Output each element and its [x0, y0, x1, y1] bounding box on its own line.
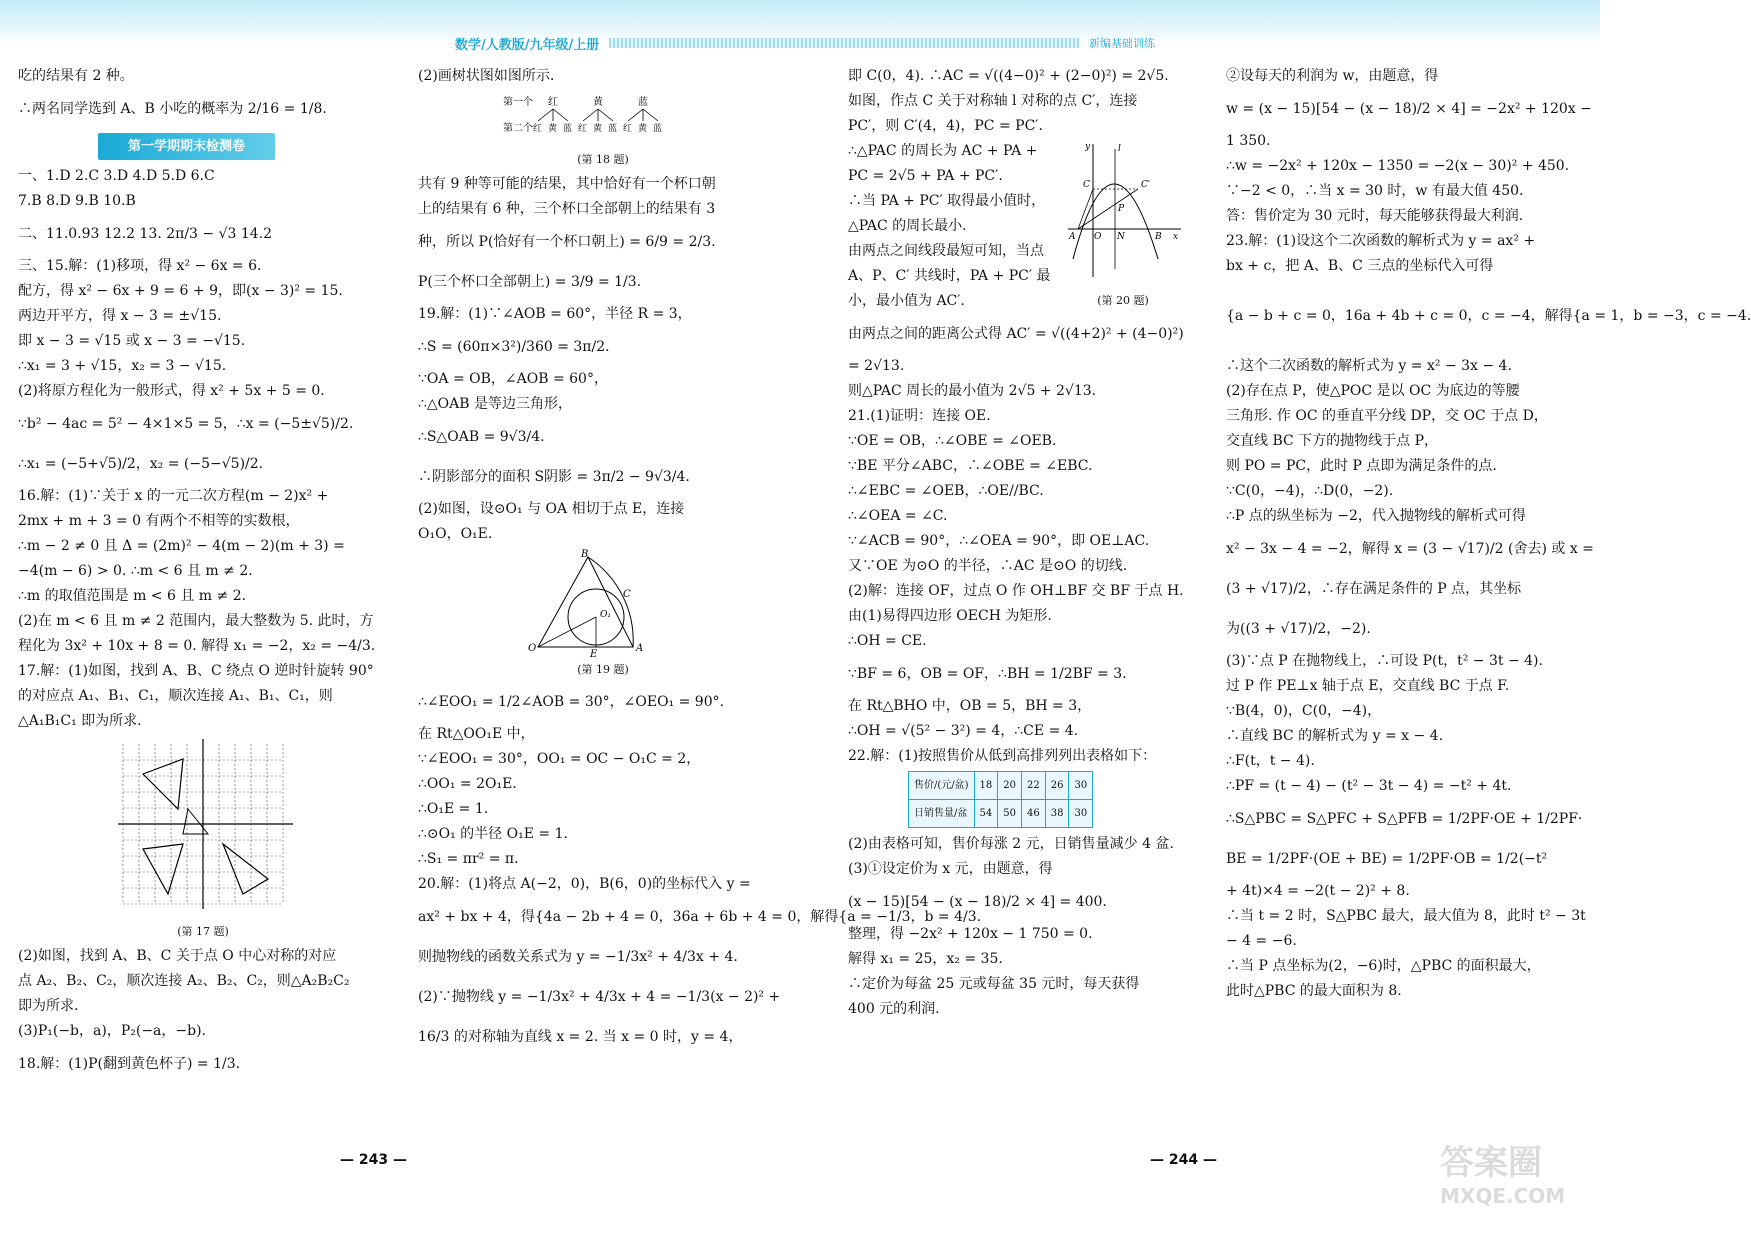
label-o1: O₁	[600, 610, 611, 620]
label-a: A	[1069, 232, 1076, 242]
text-line: = 2√13.	[848, 358, 905, 374]
text-line: ∴定价为每盆 25 元或每盆 35 元时，每天获得	[848, 976, 1140, 992]
text-line: (2)如图，设⊙O₁ 与 OA 相切于点 E，连接	[418, 501, 685, 517]
text-line: ∴x₁ = 3 + √15，x₂ = 3 − √15.	[18, 358, 227, 374]
text-line: (2)将原方程化为一般形式，得 x² + 5x + 5 = 0.	[18, 383, 325, 399]
text-line: 19.解：(1)∵∠AOB = 60°，半径 R = 3，	[418, 306, 692, 322]
header-subject: 数学/人教版/九年级/上册	[455, 37, 600, 53]
text-line: 1 350.	[1226, 133, 1271, 149]
text-line: 则 PO = PC，此时 P 点即为满足条件的点.	[1226, 458, 1497, 474]
text-line: ∴S△OAB = 9√3/4.	[418, 429, 545, 445]
text-line: ∴△OAB 是等边三角形，	[418, 396, 572, 412]
header-rule	[609, 38, 1079, 48]
table-head: 售价/(元/盆)	[909, 772, 975, 800]
table-cell: 54	[974, 800, 998, 828]
text-line: ∵−2 < 0，∴当 x = 30 时，w 有最大值 450.	[1226, 183, 1524, 199]
figure-17-grid	[18, 734, 388, 919]
text-line: ∴这个二次函数的解析式为 y = x² − 3x − 4.	[1226, 358, 1512, 374]
text-line: 三角形. 作 OC 的垂直平分线 DP，交 OC 于点 D，	[1226, 408, 1548, 424]
text-line: 答：售价定为 30 元时，每天能够获得最大利润.	[1226, 208, 1524, 224]
tree-node: 蓝	[638, 97, 648, 108]
text-line: ∴当 t = 2 时，S△PBC 最大，最大值为 8，此时 t² − 3t	[1226, 908, 1586, 924]
text-line: 此时△PBC 的最大面积为 8.	[1226, 983, 1402, 999]
text-line: 点 A₂、B₂、C₂，顺次连接 A₂、B₂、C₂，则△A₂B₂C₂	[18, 973, 350, 989]
figure-20-text	[848, 139, 1063, 314]
text-line: 由(1)易得四边形 OECH 为矩形.	[848, 608, 1052, 624]
text-line: ∴△PAC 的周长为 AC + PA +	[848, 143, 1038, 159]
answer-line: 一、1.D 2.C 3.D 4.D 5.D 6.C	[18, 168, 215, 184]
text-line: ∴两名同学选到 A、B 小吃的概率为 2/16 = 1/8.	[18, 101, 327, 117]
text-line: 吃的结果有 2 种。	[18, 68, 134, 84]
text-line: 种，所以 P(恰好有一个杯口朝上) = 6/9 = 2/3.	[418, 234, 716, 250]
text-line: A、P、C′ 共线时，PA + PC′ 最	[848, 268, 1051, 284]
watermark-line2: MXQE.COM	[1440, 1184, 1566, 1208]
section-banner-label: 第一学期期末检测卷	[98, 133, 275, 160]
label-c: C	[623, 589, 631, 600]
text-line: ∴x₁ = (−5+√5)/2，x₂ = (−5−√5)/2.	[18, 456, 264, 472]
text-line: x² − 3x − 4 = −2，解得 x = (3 − √17)/2 (舍去) 或 x =	[1226, 541, 1594, 557]
text-line: ∴阴影部分的面积 S阴影 = 3π/2 − 9√3/4.	[418, 469, 690, 485]
text-line: 即为所求.	[18, 998, 79, 1014]
text-line: {a − b + c = 0，16a + 4b + c = 0，c = −4，解得{a = 1，b = −3，c = −4.	[1226, 308, 1751, 324]
label-e: E	[590, 649, 598, 660]
text-line: 由两点之间的距离公式得 AC′ = √((4+2)² + (4−0)²)	[848, 326, 1184, 342]
watermark-logo	[1440, 1135, 1580, 1215]
text-line: (2)如图，找到 A、B、C 关于点 O 中心对称的对应	[18, 948, 337, 964]
text-line: 21.(1)证明：连接 OE.	[848, 408, 991, 424]
text-line: 在 Rt△OO₁E 中，	[418, 726, 535, 742]
text-line: − 4 = −6.	[1226, 933, 1297, 949]
text-line: (3 + √17)/2，∴存在满足条件的 P 点，其坐标	[1226, 581, 1522, 597]
text-line: 在 Rt△BHO 中，OB = 5，BH = 3，	[848, 698, 1092, 714]
column-1	[18, 64, 388, 1084]
text-line: 即 C(0，4). ∴AC = √((4−0)² + (2−0)²) = 2√5.	[848, 68, 1169, 84]
answer-line: 二、11.0.93 12.2 13. 2π/3 − √3 14.2	[18, 226, 273, 242]
figure-20	[1063, 139, 1183, 313]
text-line: ∴m 的取值范围是 m < 6 且 m ≠ 2.	[18, 588, 247, 604]
table-cell: 26	[1045, 772, 1069, 800]
text-line: −4(m − 6) > 0. ∴m < 6 且 m ≠ 2.	[18, 563, 253, 579]
text-line: 上的结果有 6 种，三个杯口全部朝上的结果有 3	[418, 201, 716, 217]
table-cell: 18	[974, 772, 998, 800]
figure-17-caption: (第 17 题)	[177, 925, 229, 938]
text-line: O₁O，O₁E.	[418, 526, 493, 542]
text-line: △A₁B₁C₁ 即为所求.	[18, 713, 142, 729]
text-line: 过 P 作 PE⊥x 轴于点 E，交直线 BC 于点 F.	[1226, 678, 1510, 694]
text-line: ∴当 P 点坐标为(2，−6)时，△PBC 的面积最大，	[1226, 958, 1541, 974]
table-cell: 22	[1022, 772, 1046, 800]
text-line: 配方，得 x² − 6x + 9 = 6 + 9，即(x − 3)² = 15.	[18, 283, 343, 299]
text-line: PC′，则 C′(4，4)，PC = PC′.	[848, 118, 1043, 134]
text-line: ∴m − 2 ≠ 0 且 Δ = (2m)² − 4(m − 2)(m + 3) =	[18, 538, 345, 554]
text-line: ∴∠EOO₁ = 1/2∠AOB = 30°，∠OEO₁ = 90°.	[418, 694, 725, 710]
label-o: O	[1094, 232, 1102, 242]
text-line: 两边开平方，得 x − 3 = ±√15.	[18, 308, 222, 324]
text-line: 交直线 BC 下方的抛物线于点 P，	[1226, 433, 1439, 449]
text-line: 由两点之间线段最短可知，当点	[848, 243, 1044, 259]
label-b: B	[1155, 232, 1162, 242]
tree-leaf: 黄	[638, 124, 648, 134]
text-line: ②设每天的利润为 w，由题意，得	[1226, 68, 1439, 84]
text-line: ∴w = −2x² + 120x − 1350 = −2(x − 30)² + 450.	[1226, 158, 1570, 174]
text-line: ∵OE = OB，∴∠OBE = ∠OEB.	[848, 433, 1057, 449]
page-number-right: — 244 —	[1150, 1152, 1217, 1168]
text-line: 20.解：(1)将点 A(−2，0)，B(6，0)的坐标代入 y =	[418, 876, 751, 892]
text-line: w = (x − 15)[54 − (x − 18)/2 × 4] = −2x² + 120x −	[1226, 101, 1592, 117]
text-line: 16.解：(1)∵关于 x 的一元二次方程(m − 2)x² +	[18, 488, 329, 504]
text-line: 400 元的利润.	[848, 1001, 940, 1017]
table-cell: 46	[1022, 800, 1046, 828]
text-line: 共有 9 种等可能的结果，其中恰好有一个杯口朝	[418, 176, 716, 192]
text-line: ∴OO₁ = 2O₁E.	[418, 776, 517, 792]
text-line: 小，最小值为 AC′.	[848, 293, 965, 309]
text-line: (2)存在点 P，使△POC 是以 OC 为底边的等腰	[1226, 383, 1520, 399]
text-line: (2)在 m < 6 且 m ≠ 2 范围内，最大整数为 5. 此时，方	[18, 613, 374, 629]
text-line: (3)P₁(−b，a)，P₂(−a，−b).	[18, 1023, 207, 1039]
text-line: bx + c，把 A、B、C 三点的坐标代入可得	[1226, 258, 1494, 274]
text-line: ∴OH = √(5² − 3²) = 4，∴CE = 4.	[848, 723, 1079, 739]
text-line: (2)∵抛物线 y = −1/3x² + 4/3x + 4 = −1/3(x − 2)² +	[418, 989, 781, 1005]
text-line: ∵BF = 6，OB = OF，∴BH = 1/2BF = 3.	[848, 666, 1127, 682]
text-line: ∴O₁E = 1.	[418, 801, 489, 817]
text-line: ∴S = (60π×3²)/360 = 3π/2.	[418, 339, 610, 355]
text-line: ∴∠OEA = ∠C.	[848, 508, 948, 524]
tree-row2-label: 第二个	[503, 123, 533, 134]
text-line: 程化为 3x² + 10x + 8 = 0. 解得 x₁ = −2，x₂ = −4/3.	[18, 638, 376, 654]
text-line: ∴∠EBC = ∠OEB，∴OE//BC.	[848, 483, 1044, 499]
text-line: BE = 1/2PF·(OE + BE) = 1/2PF·OB = 1/2(−t²	[1226, 851, 1548, 867]
text-line: △PAC 的周长最小.	[848, 218, 967, 234]
table-cell: 30	[1069, 800, 1093, 828]
tree-leaf: 红	[578, 124, 588, 134]
text-line: ∵B(4，0)，C(0，−4)，	[1226, 703, 1382, 719]
table-row	[909, 800, 1093, 828]
price-sales-table	[908, 771, 1093, 828]
column-4	[1226, 64, 1751, 1004]
text-line: ∴P 点的纵坐标为 −2，代入抛物线的解析式可得	[1226, 508, 1526, 524]
text-line: ∵∠EOO₁ = 30°，OO₁ = OC − O₁C = 2，	[418, 751, 701, 767]
text-line: ∴直线 BC 的解析式为 y = x − 4.	[1226, 728, 1444, 744]
text-line: ∴S△PBC = S△PFC + S△PFB = 1/2PF·OE + 1/2PF·	[1226, 811, 1583, 827]
table-cell: 38	[1045, 800, 1069, 828]
text-line: 如图，作点 C 关于对称轴 l 对称的点 C′，连接	[848, 93, 1138, 109]
figure-18-caption: (第 18 题)	[577, 153, 629, 166]
text-line: 即 x − 3 = √15 或 x − 3 = −√15.	[18, 333, 246, 349]
text-line: (3)①设定价为 x 元，由题意，得	[848, 861, 1053, 877]
tree-leaf: 蓝	[608, 124, 618, 134]
text-line: ax² + bx + 4，得{4a − 2b + 4 = 0，36a + 6b + 4 = 0，解得{a = −1/3，b = 4/3.	[418, 909, 982, 925]
text-line: ∵b² − 4ac = 5² − 4×1×5 = 5，∴x = (−5±√5)/2.	[18, 416, 354, 432]
text-line: ∴F(t，t − 4).	[1226, 753, 1315, 769]
tree-node: 红	[548, 97, 558, 108]
label-a: A	[636, 643, 644, 654]
figure-20-graph	[1063, 139, 1183, 279]
text-line: 23.解：(1)设这个二次函数的解析式为 y = ax² +	[1226, 233, 1536, 249]
text-line: ∵∠ACB = 90°，∴∠OEA = 90°，即 OE⊥AC.	[848, 533, 1150, 549]
label-x: x	[1173, 232, 1179, 242]
text-line: ∴OH = CE.	[848, 633, 927, 649]
text-line: 三、15.解：(1)移项，得 x² − 6x = 6.	[18, 258, 262, 274]
text-line: 16/3 的对称轴为直线 x = 2. 当 x = 0 时，y = 4，	[418, 1029, 743, 1045]
text-line: 18.解：(1)P(翻到黄色杯子) = 1/3.	[18, 1056, 241, 1072]
tree-leaf: 红	[623, 124, 633, 134]
tree-row1-label: 第一个	[503, 97, 533, 108]
answer-line: 7.B 8.D 9.B 10.B	[18, 193, 136, 209]
section-banner	[18, 129, 388, 164]
figure-19-caption: (第 19 题)	[577, 663, 629, 676]
label-b: B	[581, 549, 589, 560]
figure-19	[418, 547, 788, 660]
text-line: ∴当 PA + PC′ 取得最小值时，	[848, 193, 1046, 209]
text-line: 22.解：(1)按照售价从低到高排列列出表格如下：	[848, 748, 1157, 764]
text-line: (2)由表格可知，售价每涨 2 元，日销售量减少 4 盆.	[848, 836, 1174, 852]
label-c: C	[1083, 180, 1090, 190]
column-3	[848, 64, 1188, 1022]
label-n: N	[1117, 232, 1125, 242]
text-line: ∴S₁ = πr² = π.	[418, 851, 519, 867]
text-line: (3)∵点 P 在抛物线上，∴可设 P(t，t² − 3t − 4).	[1226, 653, 1543, 669]
label-l: l	[1118, 144, 1121, 154]
table-row	[909, 772, 1093, 800]
tree-leaf: 红	[533, 124, 543, 134]
text-line: 又∵OE 为⊙O 的半径，∴AC 是⊙O 的切线.	[848, 558, 1128, 574]
text-line: (2)画树状图如图所示.	[418, 68, 555, 84]
running-header	[455, 34, 1155, 52]
text-line: (x − 15)[54 − (x − 18)/2 × 4] = 400.	[848, 894, 1107, 910]
table-head: 日销售量/盆	[909, 800, 975, 828]
tree-leaf: 黄	[548, 124, 558, 134]
text-line: PC = 2√5 + PA + PC′.	[848, 168, 1003, 184]
text-line: 2mx + m + 3 = 0 有两个不相等的实数根，	[18, 513, 300, 529]
tree-leaf: 蓝	[653, 124, 663, 134]
label-p: P	[1118, 204, 1125, 214]
text-line: + 4t)×4 = −2(t − 2)² + 8.	[1226, 883, 1410, 899]
tree-leaf: 黄	[593, 124, 603, 134]
text-line: (2)解：连接 OF，过点 O 作 OH⊥BF 交 BF 于点 H.	[848, 583, 1184, 599]
table-cell: 50	[998, 800, 1022, 828]
text-line: 则△PAC 周长的最小值为 2√5 + 2√13.	[848, 383, 1097, 399]
header-series: 新编基础训练	[1089, 37, 1155, 50]
tree-node: 黄	[593, 97, 603, 108]
label-y: y	[1085, 142, 1091, 152]
page-number-left: — 243 —	[340, 1152, 407, 1168]
text-line: 17.解：(1)如图，找到 A、B、C 绕点 O 逆时针旋转 90°	[18, 663, 374, 679]
table-cell: 30	[1069, 772, 1093, 800]
text-line: ∵BE 平分∠ABC，∴∠OBE = ∠EBC.	[848, 458, 1093, 474]
text-line: ∵C(0，−4)，∴D(0，−2).	[1226, 483, 1394, 499]
figure-20-caption: (第 20 题)	[1097, 294, 1149, 307]
text-line: ∴PF = (t − 4) − (t² − 3t − 4) = −t² + 4t.	[1226, 778, 1512, 794]
table-cell: 20	[998, 772, 1022, 800]
text-line: 则抛物线的函数关系式为 y = −1/3x² + 4/3x + 4.	[418, 949, 738, 965]
text-line: 的对应点 A₁、B₁、C₁，顺次连接 A₁、B₁、C₁，则	[18, 688, 333, 704]
text-line: ∴⊙O₁ 的半径 O₁E = 1.	[418, 826, 568, 842]
tree-leaf: 蓝	[563, 124, 573, 134]
text-line: ∵OA = OB，∠AOB = 60°，	[418, 371, 608, 387]
tree-diagram	[418, 89, 788, 147]
text-line: P(三个杯口全部朝上) = 3/9 = 1/3.	[418, 274, 642, 290]
text-line: 解得 x₁ = 25，x₂ = 35.	[848, 951, 1003, 967]
label-o: O	[528, 643, 537, 654]
figure-20-row	[848, 139, 1188, 314]
text-line: 整理，得 −2x² + 120x − 1 750 = 0.	[848, 926, 1093, 942]
watermark-line1: 答案圈	[1440, 1143, 1542, 1183]
label-c-prime: C′	[1141, 180, 1150, 190]
text-line: 为((3 + √17)/2，−2).	[1226, 621, 1371, 637]
